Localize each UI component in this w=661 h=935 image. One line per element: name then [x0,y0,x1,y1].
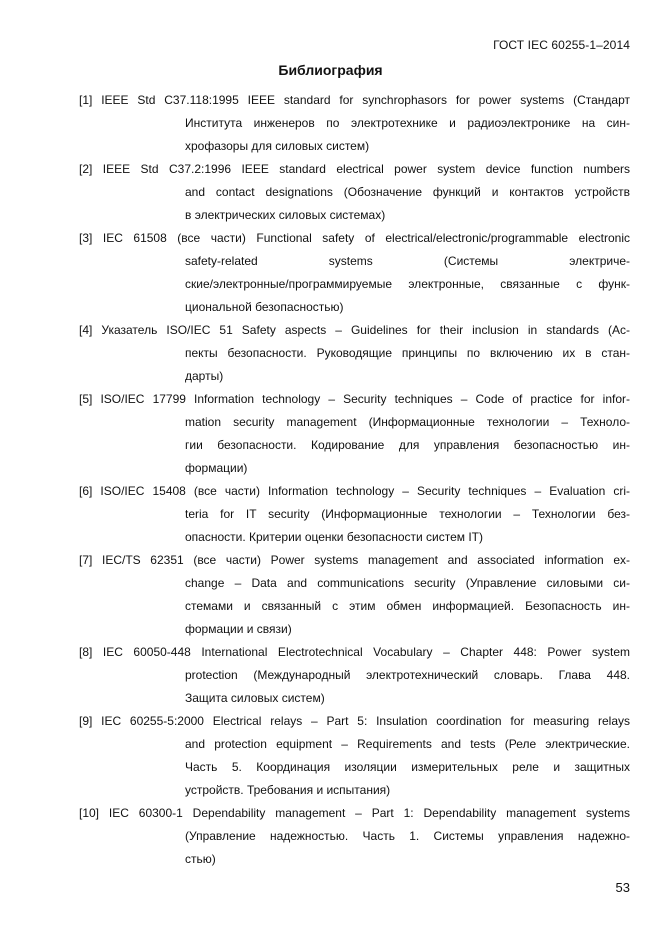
page-title: Библиография [278,62,383,78]
bibliography-item-first-line: [6] ISO/IEC 15408 (все части) Information technology – Security techniques – Evaluation cri- [79,484,630,498]
bibliography-item [79,388,630,480]
bibliography-item-first-line: [8] IEC 60050-448 International Electrotechnical Vocabulary – Chapter 448: Power system [79,645,630,659]
bibliography-item-first-line: [9] IEC 60255-5:2000 Electrical relays – Part 5: Insulation coordination for measuring relays [79,714,630,728]
bibliography-item [79,89,630,158]
bibliography-item-continuation-line: Защита силовых систем) [185,691,325,705]
bibliography-item [79,480,630,549]
bibliography-item [79,710,630,802]
bibliography-item-continuation-line: циональной безопасностью) [185,300,344,314]
bibliography-item [79,227,630,319]
bibliography-item-continuation-line: and protection equipment – Requirements and tests (Реле электрические. [185,737,630,751]
bibliography-item-first-line: [1] IEEE Std C37.118:1995 IEEE standard for synchrophasors for power systems (Стандарт [79,93,630,107]
page-number: 53 [615,880,630,895]
bibliography-item-first-line: [7] IEC/TS 62351 (все части) Power systems management and associated information ex- [79,553,630,567]
bibliography-item-continuation-line: стью) [185,852,216,866]
bibliography-item-continuation-line: change – Data and communications security (Управление силовыми си- [185,576,630,590]
bibliography-item-continuation-line: дарты) [185,369,224,383]
bibliography-item-first-line: [5] ISO/IEC 17799 Information technology – Security techniques – Code of practice for infor- [79,392,630,406]
bibliography-item-first-line: [2] IEEE Std C37.2:1996 IEEE standard electrical power system device function numbers [79,162,630,176]
bibliography-item-continuation-line: опасности. Критерии оценки безопасности систем IT) [185,530,484,544]
bibliography-item [79,319,630,388]
bibliography-item [79,802,630,871]
bibliography-item [79,549,630,641]
bibliography-list [79,89,630,871]
bibliography-item-continuation-line: ские/электронные/программируемые электронные, связанные с функ- [185,277,630,291]
bibliography-item-first-line: [10] IEC 60300-1 Dependability management – Part 1: Dependability management systems [79,806,630,820]
bibliography-item-continuation-line: формации и связи) [185,622,292,636]
bibliography-item-continuation-line: Института инженеров по электротехнике и радиоэлектронике на син- [185,116,630,130]
bibliography-item-continuation-line: формации) [185,461,248,475]
bibliography-item-first-line: [4] Указатель ISO/IEC 51 Safety aspects – Guidelines for their inclusion in standards (Ас- [79,323,630,337]
bibliography-item-first-line: [3] IEC 61508 (все части) Functional safety of electrical/electronic/programmable electronic [79,231,630,245]
bibliography-item-continuation-line: and contact designations (Обозначение функций и контактов устройств [185,185,630,199]
bibliography-item-continuation-line: гии безопасности. Кодирование для управления безопасностью ин- [185,438,630,452]
bibliography-item-continuation-line: в электрических силовых системах) [185,208,386,222]
bibliography-item-continuation-line: (Управление надежностью. Часть 1. Системы управления надежно- [185,829,630,843]
bibliography-item-continuation-line: safety-related systems (Системы электриче- [185,254,630,268]
bibliography-item-continuation-line: устройств. Требования и испытания) [185,783,391,797]
bibliography-item-continuation-line: teria for IT security (Информационные технологии – Технологии без- [185,507,630,521]
bibliography-item [79,158,630,227]
bibliography-item-continuation-line: mation security management (Информационные технологии – Техноло- [185,415,630,429]
bibliography-item [79,641,630,710]
bibliography-item-continuation-line: стемами и связанный с этим обмен информацией. Безопасность ин- [185,599,630,613]
bibliography-item-continuation-line: хрофазоры для силовых систем) [185,139,370,153]
bibliography-item-continuation-line: protection (Международный электротехнический словарь. Глава 448. [185,668,630,682]
bibliography-item-continuation-line: пекты безопасности. Руководящие принципы по включению их в стан- [185,346,630,360]
document-code-header: ГОСТ IEC 60255-1–2014 [493,38,630,52]
bibliography-item-continuation-line: Часть 5. Координация изоляции измерительных реле и защитных [185,760,630,774]
